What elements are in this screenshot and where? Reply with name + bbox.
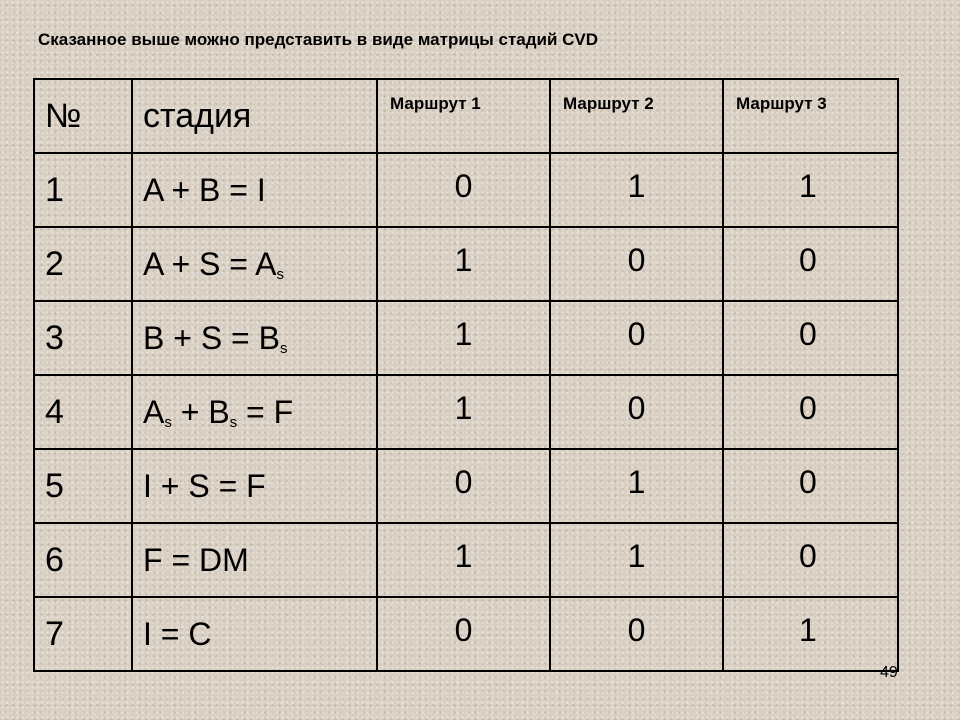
table-body bbox=[34, 153, 898, 671]
table-row bbox=[34, 301, 898, 375]
table-row bbox=[34, 597, 898, 671]
route-3-value: 1 bbox=[723, 153, 898, 227]
equation-subscript: s bbox=[164, 413, 172, 431]
equation-text: B + S = B bbox=[143, 319, 280, 356]
stage-equation bbox=[132, 153, 377, 227]
stage-equation bbox=[132, 301, 377, 375]
route-2-value: 0 bbox=[550, 597, 723, 671]
route-1-value: 1 bbox=[377, 301, 550, 375]
header-route-2: Маршрут 2 bbox=[550, 79, 723, 153]
stage-matrix-table bbox=[33, 78, 899, 672]
header-route-1: Маршрут 1 bbox=[377, 79, 550, 153]
equation-subscript: s bbox=[229, 413, 238, 431]
route-3-value: 1 bbox=[723, 597, 898, 671]
equation-text: A + B = I bbox=[143, 171, 266, 208]
route-1-value: 0 bbox=[377, 449, 550, 523]
equation-text: + B bbox=[171, 393, 230, 430]
stage-equation bbox=[132, 523, 377, 597]
table-row bbox=[34, 153, 898, 227]
table-row bbox=[34, 523, 898, 597]
equation-text: A + S = A bbox=[143, 245, 277, 282]
header-route-3: Маршрут 3 bbox=[723, 79, 898, 153]
row-number: 1 bbox=[34, 153, 132, 227]
route-1-value: 1 bbox=[377, 523, 550, 597]
equation-text: F = DM bbox=[143, 541, 249, 578]
slide-heading: Сказанное выше можно представить в виде матрицы стадий CVD bbox=[38, 30, 599, 49]
equation-text: I = C bbox=[143, 615, 212, 652]
table-row bbox=[34, 449, 898, 523]
route-3-value: 0 bbox=[723, 375, 898, 449]
stage-equation bbox=[132, 375, 377, 449]
route-2-value: 1 bbox=[550, 153, 723, 227]
row-number: 6 bbox=[34, 523, 132, 597]
row-number: 3 bbox=[34, 301, 132, 375]
row-number: 2 bbox=[34, 227, 132, 301]
page-number: 49 bbox=[880, 664, 898, 681]
equation-text: A bbox=[143, 393, 165, 430]
stage-equation bbox=[132, 227, 377, 301]
row-number: 7 bbox=[34, 597, 132, 671]
table-row bbox=[34, 227, 898, 301]
route-2-value: 0 bbox=[550, 375, 723, 449]
route-3-value: 0 bbox=[723, 523, 898, 597]
route-1-value: 1 bbox=[377, 375, 550, 449]
route-1-value: 1 bbox=[377, 227, 550, 301]
equation-subscript: s bbox=[279, 339, 288, 357]
header-number: № bbox=[34, 79, 132, 153]
route-3-value: 0 bbox=[723, 227, 898, 301]
row-number: 5 bbox=[34, 449, 132, 523]
route-3-value: 0 bbox=[723, 449, 898, 523]
stage-equation bbox=[132, 597, 377, 671]
equation-text: = F bbox=[237, 393, 294, 430]
header-stage: стадия bbox=[132, 79, 377, 153]
route-2-value: 1 bbox=[550, 523, 723, 597]
table-row bbox=[34, 375, 898, 449]
stage-equation bbox=[132, 449, 377, 523]
route-2-value: 1 bbox=[550, 449, 723, 523]
route-3-value: 0 bbox=[723, 301, 898, 375]
route-1-value: 0 bbox=[377, 153, 550, 227]
equation-text: I + S = F bbox=[143, 467, 266, 504]
route-2-value: 0 bbox=[550, 227, 723, 301]
route-2-value: 0 bbox=[550, 301, 723, 375]
equation-subscript: s bbox=[276, 265, 284, 283]
table-header-row bbox=[34, 79, 898, 153]
route-1-value: 0 bbox=[377, 597, 550, 671]
row-number: 4 bbox=[34, 375, 132, 449]
